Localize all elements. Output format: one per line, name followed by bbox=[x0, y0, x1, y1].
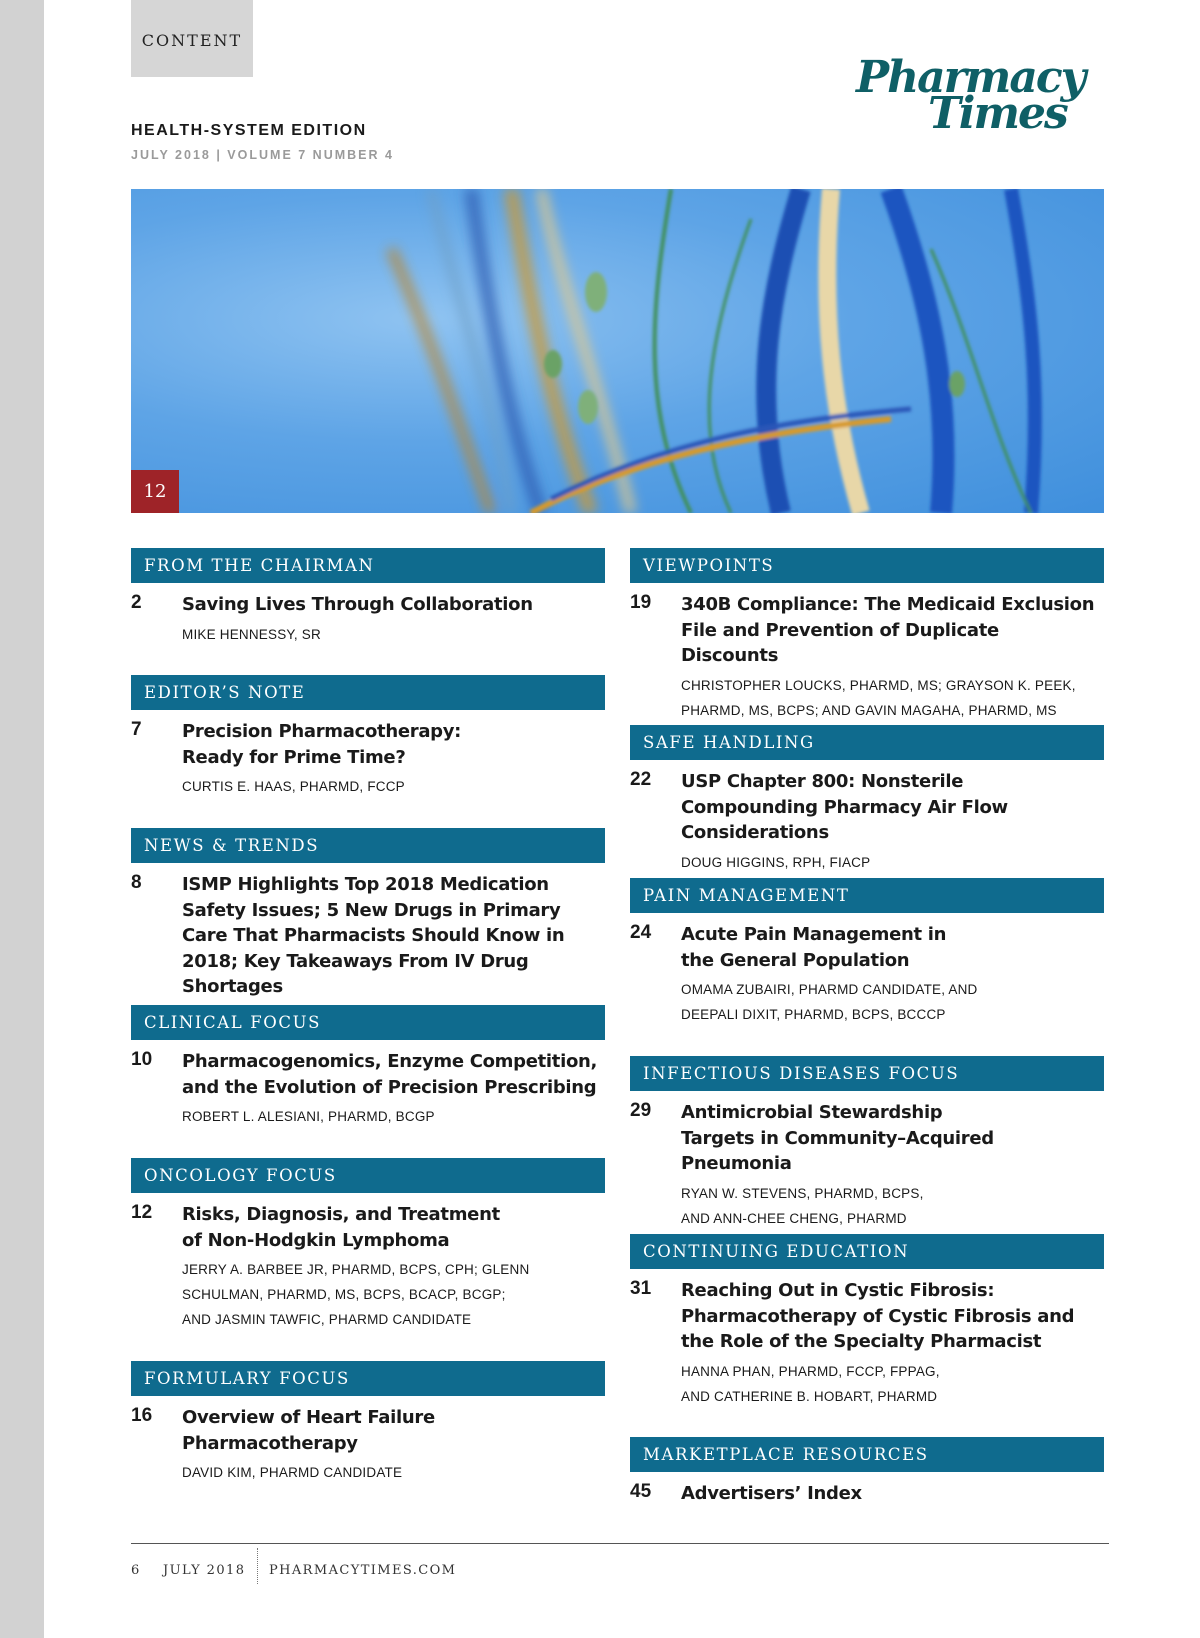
article-title: Overview of Heart Failure Pharmacotherapy bbox=[182, 1407, 435, 1454]
hero-image bbox=[131, 189, 1104, 513]
page-number: 45 bbox=[630, 1481, 652, 1502]
toc-section bbox=[131, 828, 605, 1000]
toc-section bbox=[630, 1056, 1104, 1231]
hero-illustration bbox=[131, 189, 1104, 513]
section-heading: FROM THE CHAIRMAN bbox=[131, 548, 605, 583]
toc-section bbox=[630, 1234, 1104, 1409]
pharmacy-times-logo bbox=[856, 52, 1106, 146]
footer-site[interactable]: PHARMACYTIMES.COM bbox=[269, 1563, 457, 1578]
toc-entry[interactable] bbox=[131, 1049, 605, 1129]
issue-info: JULY 2018 | VOLUME 7 NUMBER 4 bbox=[131, 148, 394, 162]
toc-section bbox=[131, 1361, 605, 1485]
toc-section bbox=[630, 878, 1104, 1027]
article-title: USP Chapter 800: Nonsterile Compounding Pharmacy Air Flow Considerations bbox=[681, 771, 1008, 843]
toc-section bbox=[630, 548, 1104, 723]
article-authors: JERRY A. BARBEE JR, PHARMD, BCPS, CPH; GLENN SCHULMAN, PHARMD, MS, BCPS, BCACP, BCGP; AND JASMIN TAWFIC, PHARMD CANDIDATE bbox=[182, 1262, 530, 1327]
toc-entry[interactable] bbox=[630, 922, 1104, 1027]
article-title: ISMP Highlights Top 2018 Medication Safety Issues; 5 New Drugs in Primary Care That Pharmacists Should Know in 2018; Key Takeaways From IV Drug Shortages bbox=[182, 874, 565, 997]
section-heading: EDITOR’S NOTE bbox=[131, 675, 605, 710]
footer-rule bbox=[131, 1543, 1109, 1544]
toc-section bbox=[131, 1005, 605, 1129]
toc-entry[interactable] bbox=[131, 872, 605, 1000]
toc-section bbox=[131, 675, 605, 799]
article-title: 340B Compliance: The Medicaid Exclusion File and Prevention of Duplicate Discounts bbox=[681, 594, 1095, 666]
article-title: Advertisers’ Index bbox=[681, 1483, 862, 1504]
article-authors: CHRISTOPHER LOUCKS, PHARMD, MS; GRAYSON K. PEEK, PHARMD, MS, BCPS; AND GAVIN MAGAHA, PHARMD, MS bbox=[681, 677, 1076, 718]
page-number: 7 bbox=[131, 719, 142, 740]
page-badge: 12 bbox=[131, 470, 179, 513]
page-number: 19 bbox=[630, 592, 652, 613]
page-number: 12 bbox=[131, 1202, 153, 1223]
article-authors: DAVID KIM, PHARMD CANDIDATE bbox=[182, 1465, 403, 1480]
page-number: 2 bbox=[131, 592, 142, 613]
toc-section bbox=[131, 1158, 605, 1332]
article-authors: CURTIS E. HAAS, PHARMD, FCCP bbox=[182, 779, 405, 794]
page-number: 22 bbox=[630, 769, 652, 790]
toc-entry[interactable] bbox=[630, 1481, 1104, 1507]
toc-entry[interactable] bbox=[630, 592, 1104, 723]
article-authors: RYAN W. STEVENS, PHARMD, BCPS, AND ANN-CHEE CHENG, PHARMD bbox=[681, 1185, 924, 1226]
footer-page-number: 6 bbox=[131, 1563, 141, 1578]
article-title: Risks, Diagnosis, and Treatment of Non-Hodgkin Lymphoma bbox=[182, 1204, 500, 1251]
section-heading: NEWS & TRENDS bbox=[131, 828, 605, 863]
toc-section bbox=[131, 548, 605, 647]
logo-line-2: Times bbox=[928, 88, 1067, 139]
article-authors: MIKE HENNESSY, SR bbox=[182, 626, 321, 642]
section-heading: ONCOLOGY FOCUS bbox=[131, 1158, 605, 1193]
toc-entry[interactable] bbox=[131, 592, 605, 647]
content-tab: CONTENT bbox=[131, 0, 253, 77]
toc-section bbox=[630, 1437, 1104, 1507]
page-number: 24 bbox=[630, 922, 652, 943]
article-authors: OMAMA ZUBAIRI, PHARMD CANDIDATE, AND DEEPALI DIXIT, PHARMD, BCPS, BCCCP bbox=[681, 982, 978, 1022]
section-heading: CLINICAL FOCUS bbox=[131, 1005, 605, 1040]
article-title: Saving Lives Through Collaboration bbox=[182, 594, 533, 615]
article-title: Pharmacogenomics, Enzyme Competition, and the Evolution of Precision Prescribing bbox=[182, 1051, 598, 1098]
toc-entry[interactable] bbox=[630, 769, 1104, 875]
article-authors: HANNA PHAN, PHARMD, FCCP, FPPAG, AND CATHERINE B. HOBART, PHARMD bbox=[681, 1363, 940, 1404]
section-heading: SAFE HANDLING bbox=[630, 725, 1104, 760]
edition-title: HEALTH-SYSTEM EDITION bbox=[131, 122, 367, 139]
page-number: 29 bbox=[630, 1100, 652, 1121]
page-number: 31 bbox=[630, 1278, 652, 1299]
toc-entry[interactable] bbox=[630, 1278, 1104, 1409]
toc-entry[interactable] bbox=[630, 1100, 1104, 1231]
left-margin-bar bbox=[0, 0, 44, 1638]
article-authors: ROBERT L. ALESIANI, PHARMD, BCGP bbox=[182, 1109, 435, 1124]
logo-line-1: Pharmacy bbox=[856, 52, 1085, 103]
toc-entry[interactable] bbox=[131, 719, 605, 799]
page-number: 10 bbox=[131, 1049, 153, 1070]
article-title: Acute Pain Management in the General Population bbox=[681, 924, 947, 971]
article-title: Reaching Out in Cystic Fibrosis: Pharmacotherapy of Cystic Fibrosis and the Role of the Specialty Pharmacist bbox=[681, 1280, 1075, 1352]
section-heading: VIEWPOINTS bbox=[630, 548, 1104, 583]
footer-date: JULY 2018 bbox=[163, 1563, 246, 1578]
toc-section bbox=[630, 725, 1104, 875]
footer-divider bbox=[257, 1548, 258, 1584]
article-title: Precision Pharmacotherapy: Ready for Prime Time? bbox=[182, 721, 462, 768]
section-heading: CONTINUING EDUCATION bbox=[630, 1234, 1104, 1269]
article-title: Antimicrobial Stewardship Targets in Community–Acquired Pneumonia bbox=[681, 1102, 994, 1174]
article-authors: DOUG HIGGINS, RPH, FIACP bbox=[681, 854, 871, 870]
section-heading: FORMULARY FOCUS bbox=[131, 1361, 605, 1396]
toc-entry[interactable] bbox=[131, 1405, 605, 1485]
section-heading: MARKETPLACE RESOURCES bbox=[630, 1437, 1104, 1472]
page-number: 16 bbox=[131, 1405, 153, 1426]
section-heading: INFECTIOUS DISEASES FOCUS bbox=[630, 1056, 1104, 1091]
section-heading: PAIN MANAGEMENT bbox=[630, 878, 1104, 913]
toc-entry[interactable] bbox=[131, 1202, 605, 1332]
page-number: 8 bbox=[131, 872, 142, 893]
